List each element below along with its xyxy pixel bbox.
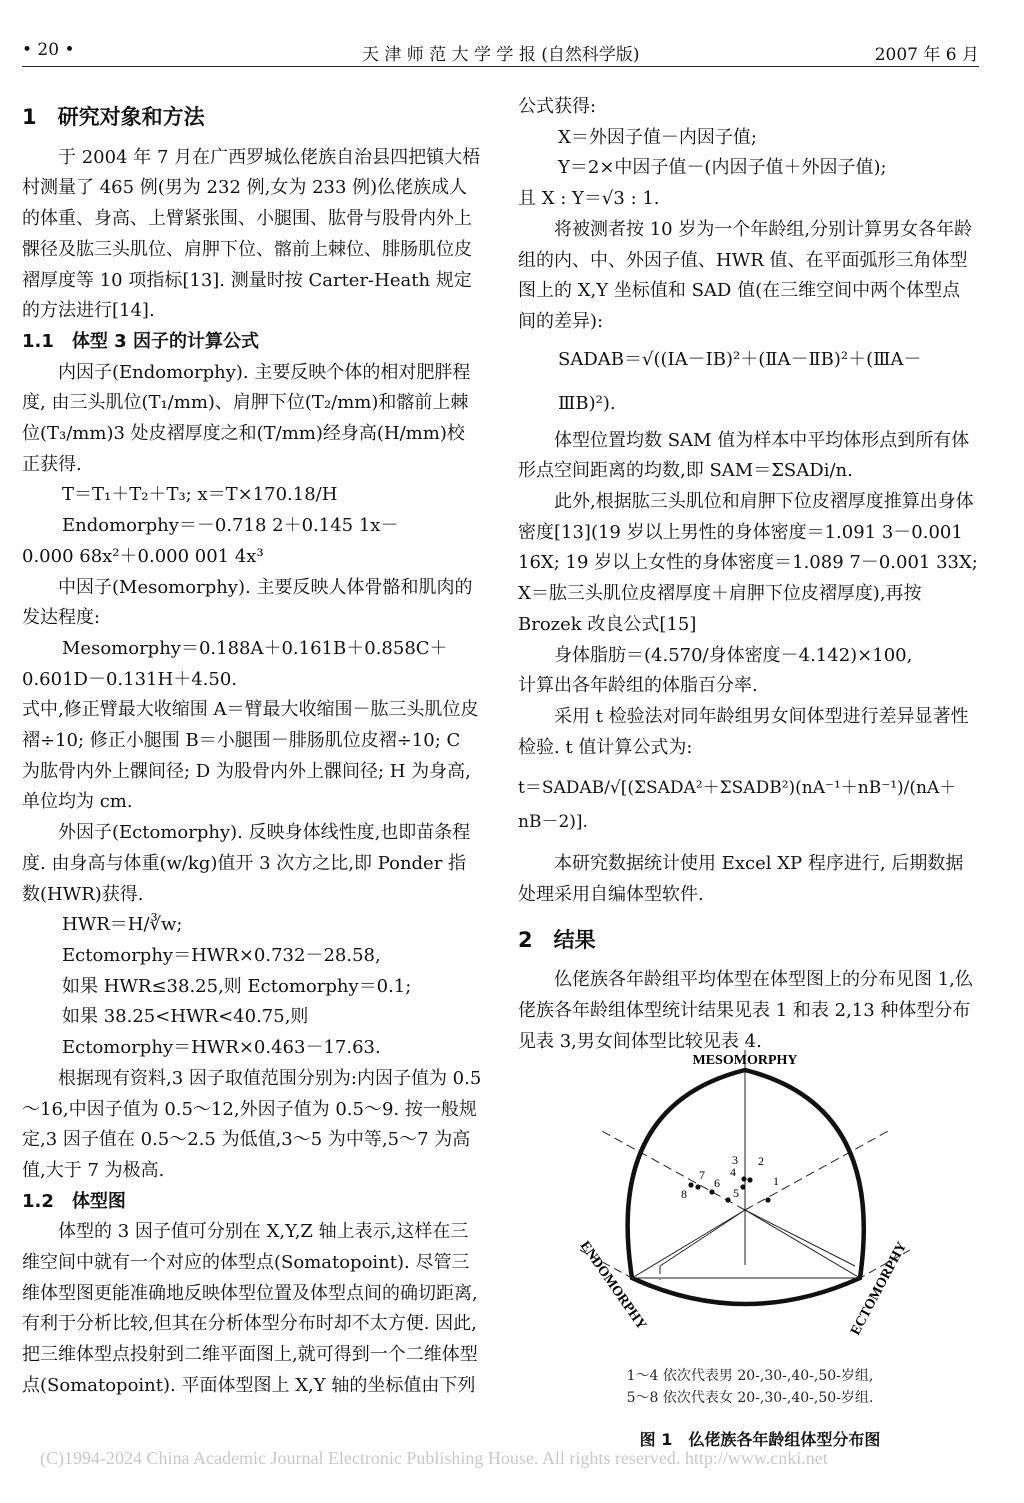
point-label: 8: [681, 1187, 687, 1201]
paragraph: 根据现有资料,3 因子取值范围分别为:内因子值为 0.5～16,中因子值为 0.5～12,外因子值为 0.5～9. 按一般规定,3 因子值在 0.5～2.5 为低值,3～5 为中等,5～7 为高值,大于 7 为极高.: [22, 1067, 482, 1181]
figure-note: 1～4 依次代表男 20-,30-,40-,50-岁组,: [626, 1368, 874, 1384]
axis-right-low: [745, 1210, 855, 1266]
formula: Ectomorphy＝HWR×0.463－17.63.: [62, 1037, 381, 1059]
formula: Ectomorphy＝HWR×0.732－28.58,: [62, 944, 381, 966]
page-number: • 20 •: [22, 40, 75, 60]
figure-caption: 图 1 仫佬族各年龄组体型分布图: [639, 1430, 881, 1449]
formula: Endomorphy＝－0.718 2＋0.145 1x－: [62, 515, 399, 537]
right-column: [518, 92, 978, 1058]
formula: 身体脂肪＝(4.570/身体密度－4.142)×100,: [554, 644, 913, 666]
point-label: 7: [699, 1168, 705, 1182]
point-label: 5: [733, 1186, 739, 1200]
formula: X＝外因子值－内因子值;: [558, 126, 757, 148]
data-point: [688, 1182, 693, 1187]
formula: Mesomorphy＝0.188A＋0.161B＋0.858C＋: [62, 637, 448, 659]
paragraph: 体型的 3 因子值可分别在 X,Y,Z 轴上表示,这样在三维空间中就有一个对应的体型点(Somatopoint). 尽管三维体型图更能准确地反映体型位置及体型点间的确切距离,有利于分析比较,但其在分析体型分布时却不太方便. 因此,把三维体型点投射到二维平面图上,就可得到一个二维体型点(Somatopoint). 平面体型图上 X,Y 轴的坐标值由下列: [22, 1221, 478, 1396]
data-point: [725, 1197, 730, 1202]
paragraph: 式中,修正臂最大收缩围 A＝臂最大收缩围－肱三头肌位皮褶÷10; 修正小腿围 B＝小腿围－腓肠肌位皮褶÷10; C 为肱骨内外上髁间径; D 为股骨内外上髁间径; H 为身高,单位均为 cm.: [22, 699, 479, 813]
somatochart-figure: [540, 1040, 980, 1400]
inner-line-left: [632, 1210, 745, 1278]
section-2-title: 2 结果: [518, 927, 596, 952]
figure-note: 5～8 依次代表女 20-,30-,40-,50-岁组.: [626, 1390, 874, 1406]
formula: 0.601D－0.131H＋4.50.: [22, 668, 237, 690]
point-label: 2: [758, 1154, 764, 1168]
paragraph: 公式获得:: [518, 96, 597, 117]
point-label: 3: [732, 1153, 738, 1167]
formula: 且 X : Y＝√3 : 1.: [518, 188, 660, 210]
paragraph: 外因子(Ectomorphy). 反映身体线性度,也即苗条程度. 由身高与体重(w/kg)值开 3 次方之比,即 Ponder 指数(HWR)获得.: [22, 822, 471, 905]
formula: HWR＝H/∛w;: [62, 914, 183, 936]
formula: 0.000 68x²＋0.000 001 4x³: [22, 545, 264, 567]
section-1-1-title: 1.1 体型 3 因子的计算公式: [22, 330, 259, 352]
formula: 如果 HWR≤38.25,则 Ectomorphy＝0.1;: [62, 975, 412, 997]
section-1-title: 1 研究对象和方法: [22, 105, 205, 129]
watermark: (C)1994-2024 China Academic Journal Electronic Publishing House. All rights reserved. http://www.cnki.net: [40, 1448, 828, 1468]
issue-date: 2007 年 6 月: [874, 45, 979, 65]
paragraph: 此外,根据肱三头肌位和肩胛下位皮褶厚度推算出身体密度[13](19 岁以上男性的身体密度＝1.091 3－0.001 16X; 19 岁以上女性的身体密度＝1.089 7－0.001 33X; X＝肱三头肌位皮褶厚度＋肩胛下位皮褶厚度),再按 Brozek 改良公式[15]: [518, 491, 978, 635]
axis-left-low: [660, 1210, 745, 1266]
axis-label-ectomorphy: ECTOMORPHY: [848, 1239, 910, 1338]
axis-label-endomorphy: ENDOMORPHY: [576, 1238, 649, 1333]
axis-label-mesomorphy: MESOMORPHY: [692, 1053, 798, 1068]
point-label: 1: [773, 1174, 779, 1188]
formula: SADAB＝√((ⅠA－ⅠB)²＋(ⅡA－ⅡB)²＋(ⅢA－ⅢB)²).: [558, 348, 922, 414]
paragraph: 将被测者按 10 岁为一个年龄组,分别计算男女各年龄组的内、中、外因子值、HWR 值、在平面弧形三角体型图上的 X,Y 坐标值和 SAD 值(在三维空间中两个体型点间的差异):: [518, 218, 973, 332]
formula: T＝T₁＋T₂＋T₃; x＝T×170.18/H: [62, 484, 338, 506]
data-point: [765, 1197, 770, 1202]
paragraph: 采用 t 检验法对同年龄组男女间体型进行差异显著性检验. t 值计算公式为:: [518, 705, 969, 758]
journal-name: 天 津 师 范 大 学 学 报 (自然科学版): [362, 45, 640, 65]
formula: 如果 38.25<HWR<40.75,则: [62, 1006, 309, 1028]
section-1-2-title: 1.2 体型图: [22, 1190, 126, 1212]
data-point: [747, 1177, 752, 1182]
point-label: 4: [730, 1165, 736, 1179]
paragraph: 于 2004 年 7 月在广西罗城仫佬族自治县四把镇大梧村测量了 465 例(男为 232 例,女为 233 例)仫佬族成人的体重、身高、上臂紧张围、小腿围、肱骨与股骨内外上髁径及肱三头肌位、肩胛下位、髂前上棘位、腓肠肌位皮褶厚度等 10 项指标[13]. 测量时按 Carter-Heath 规定的方法进行[14].: [22, 146, 481, 322]
somatochart-outline: [628, 1070, 864, 1304]
formula: t＝SADAB/√[(ΣSADA²＋ΣSADB²)(nA⁻¹＋nB⁻¹)/(nA＋nB－2)].: [518, 778, 957, 833]
data-point: [741, 1176, 746, 1181]
paragraph: 仫佬族各年龄组平均体型在体型图上的分布见图 1,仫佬族各年龄组体型统计结果见表 1 和表 2,13 种体型分布见表 3,男女间体型比较见表 4.: [518, 969, 973, 1052]
paragraph: 计算出各年龄组的体脂百分率.: [518, 675, 758, 697]
formula: Y＝2×中因子值－(内因子值＋外因子值);: [558, 157, 887, 179]
data-point: [709, 1189, 714, 1194]
point-label: 6: [714, 1176, 720, 1190]
paragraph: 体型位置均数 SAM 值为样本中平均体形点到所有体形点空间距离的均数,即 SAM＝ΣSADi/n.: [518, 429, 970, 482]
paragraph: 本研究数据统计使用 Excel XP 程序进行, 后期数据处理采用自编体型软件.: [518, 853, 964, 906]
data-point: [740, 1184, 745, 1189]
dashed-axis-left: [600, 1130, 745, 1210]
data-point: [695, 1184, 700, 1189]
left-column: [22, 88, 482, 1402]
page-header: [22, 36, 979, 67]
inner-line-right: [745, 1210, 860, 1278]
paragraph: 中因子(Mesomorphy). 主要反映人体骨骼和肌肉的发达程度:: [22, 576, 473, 629]
paragraph: 内因子(Endomorphy). 主要反映个体的相对肥胖程度, 由三头肌位(T₁/mm)、肩胛下位(T₂/mm)和髂前上棘位(T₃/mm)3 处皮褶厚度之和(T/mm)经身高(H/mm)校正获得.: [22, 361, 471, 475]
